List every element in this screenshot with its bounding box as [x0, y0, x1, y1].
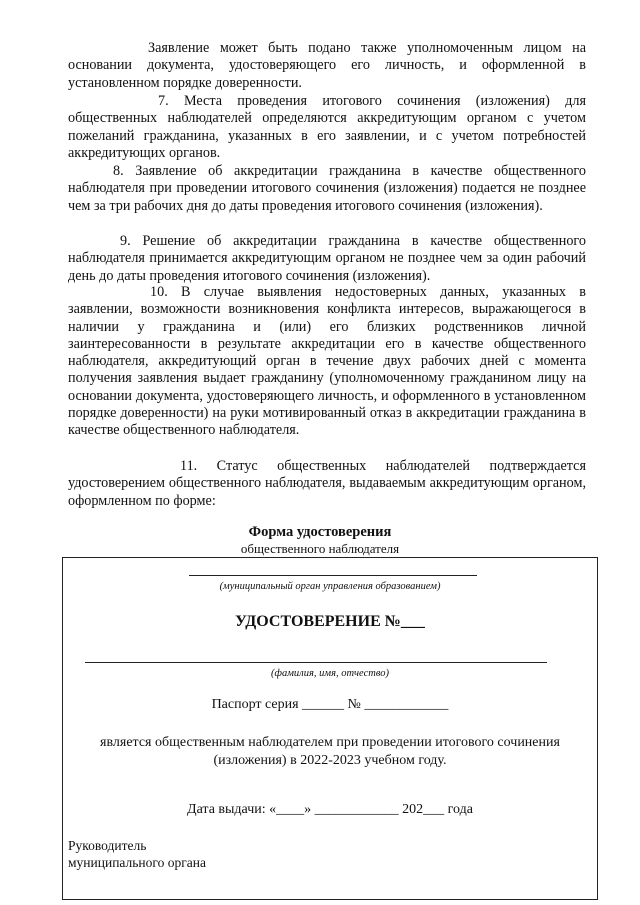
paragraph-10-refusal-conditions: 10. В случае выявления недостоверных данных, указанных в заявлении, возможности возникновения конфликта интересов, выражающегося в наличии у гражданина и (или) его близких родственников личной заинтересованности в результате аккредитации его в качестве общественного наблюдателя, аккредитующий орган в течение двух рабочих дней с момента получения заявления выдает гражданину (уполномоченному гражданином лицу на основании документа, удостоверяющего личность, и оформленного в установленном порядке доверенности) на руки мотивированный отказ в аккредитации гражданина в качестве общественного наблюдателя.: [68, 284, 586, 439]
issue-date-line: Дата выдачи: «____» ____________ 202___ года: [187, 802, 473, 817]
observer-status-text: является общественным наблюдателем при проведении итогового сочинения (изложения) в 2022-2023 учебном году.: [100, 735, 560, 768]
paragraph-9-accreditation-decision: 9. Решение об аккредитации гражданина в качестве общественного наблюдателя принимается аккредитующим органом не позднее чем за один рабочий день до даты проведения итогового сочинения (изложения).: [68, 233, 586, 284]
signer-organization: муниципального органа: [68, 855, 206, 870]
org-caption: (муниципальный орган управления образованием): [219, 581, 441, 592]
paragraph-application-by-proxy: Заявление может быть подано также уполномоченным лицом на основании документа, удостоверяющего его личность, и оформленной в установленном порядке доверенности.: [68, 40, 586, 91]
passport-line: Паспорт серия ______ № ____________: [211, 697, 449, 712]
full-name-caption: (фамилия, имя, отчество): [271, 668, 389, 679]
paragraph-8-application-deadline: 8. Заявление об аккредитации гражданина в качестве общественного наблюдателя при проведении итогового сочинения (изложения) подается не позднее чем за три рабочих дня до даты проведения итогового сочинения (изложения).: [68, 163, 586, 214]
full-name-line: [85, 662, 547, 663]
form-title: Форма удостоверения: [248, 524, 392, 540]
certificate-form-box: [62, 557, 598, 900]
signer-title: Руководитель: [68, 838, 147, 853]
signer-block: [68, 837, 206, 871]
paragraph-7-observation-places: 7. Места проведения итогового сочинения (изложения) для общественных наблюдателей определяются аккредитующим органом с учетом пожеланий гражданина, указанных в его заявлении, и с учетом потребностей аккредитующих органов.: [68, 93, 586, 161]
paragraph-11-observer-status: 11. Статус общественных наблюдателей подтверждается удостоверением общественного наблюдателя, выдаваемым аккредитующим органом, оформленном по форме:: [68, 458, 586, 509]
certificate-title: УДОСТОВЕРЕНИЕ №___: [235, 613, 425, 630]
org-name-line: [189, 575, 477, 576]
form-subtitle: общественного наблюдателя: [240, 541, 400, 556]
